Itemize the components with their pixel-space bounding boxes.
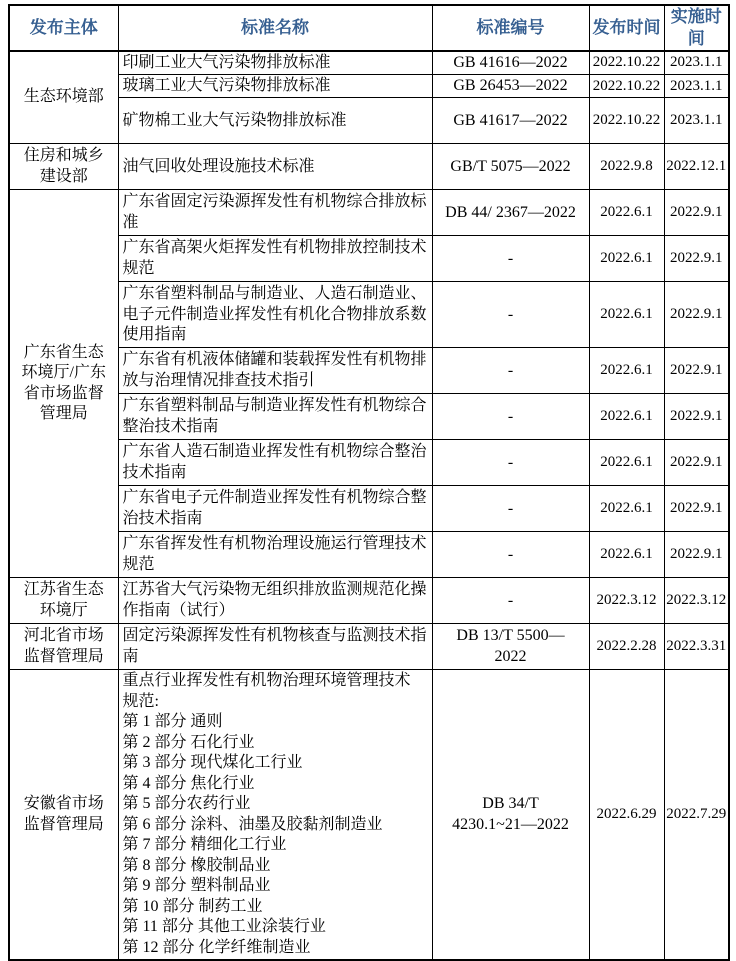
header-col-publisher: 发布主体 <box>9 5 118 51</box>
issue-date-cell: 2022.6.1 <box>589 394 664 440</box>
standard-name-cell: 广东省高架火炬挥发性有机物排放控制技术规范 <box>118 236 432 282</box>
issue-date-cell: 2022.10.22 <box>589 51 664 75</box>
table-row <box>9 190 729 236</box>
standard-code-cell: DB 44/ 2367—2022 <box>432 190 589 236</box>
issue-date-cell: 2022.10.22 <box>589 74 664 97</box>
issue-date-cell: 2022.6.1 <box>589 440 664 486</box>
standard-code-cell: - <box>432 282 589 348</box>
publisher-cell: 生态环境部 <box>9 51 118 144</box>
effective-date-cell: 2022.9.1 <box>664 282 729 348</box>
publisher-cell: 住房和城乡 建设部 <box>9 144 118 190</box>
publisher-cell: 江苏省生态 环境厅 <box>9 578 118 624</box>
table-row <box>9 670 729 960</box>
standard-name-cell: 广东省固定污染源挥发性有机物综合排放标准 <box>118 190 432 236</box>
effective-date-cell: 2022.3.31 <box>664 624 729 670</box>
standard-code-cell: - <box>432 236 589 282</box>
effective-date-cell: 2022.9.1 <box>664 348 729 394</box>
standard-name-cell: 玻璃工业大气污染物排放标准 <box>118 74 432 97</box>
header-row <box>9 5 729 51</box>
effective-date-cell: 2022.9.1 <box>664 394 729 440</box>
effective-date-cell: 2023.1.1 <box>664 51 729 75</box>
issue-date-cell: 2022.9.8 <box>589 144 664 190</box>
standard-name-cell: 矿物棉工业大气污染物排放标准 <box>118 98 432 144</box>
standard-code-cell: GB 26453—2022 <box>432 74 589 97</box>
standard-code-cell: GB 41616—2022 <box>432 51 589 75</box>
standard-code-cell: - <box>432 440 589 486</box>
standard-code-cell: DB 34/T 4230.1~21—2022 <box>432 670 589 960</box>
publisher-cell: 河北省市场 监督管理局 <box>9 624 118 670</box>
effective-date-cell: 2022.9.1 <box>664 440 729 486</box>
issue-date-cell: 2022.6.1 <box>589 190 664 236</box>
standard-code-cell: GB 41617—2022 <box>432 98 589 144</box>
standard-name-cell: 江苏省大气污染物无组织排放监测规范化操作指南（试行） <box>118 578 432 624</box>
issue-date-cell: 2022.6.1 <box>589 348 664 394</box>
header-col-standard-code: 标准编号 <box>432 5 589 51</box>
publisher-cell: 安徽省市场 监督管理局 <box>9 670 118 960</box>
effective-date-cell: 2022.9.1 <box>664 190 729 236</box>
effective-date-cell: 2022.9.1 <box>664 486 729 532</box>
header-col-issue-date: 发布时间 <box>589 5 664 51</box>
standard-code-cell: - <box>432 578 589 624</box>
standard-name-cell: 重点行业挥发性有机物治理环境管理技术 规范: 第 1 部分 通则 第 2 部分 石化行业 第 3 部分 现代煤化工行业 第 4 部分 焦化行业 第 5 部分农药行业 第 6 部分 涂料、油墨及胶黏剂制造业 第 7 部分 精细化工行业 第 8 部分 橡胶制品业 第 9 部分 塑料制品业 第 10 部分 制药工业 第 11 部分 其他工业涂装行业 第 12 部分 化学纤维制造业 <box>118 670 432 960</box>
issue-date-cell: 2022.2.28 <box>589 624 664 670</box>
standard-name-cell: 广东省电子元件制造业挥发性有机物综合整治技术指南 <box>118 486 432 532</box>
effective-date-cell: 2022.9.1 <box>664 236 729 282</box>
effective-date-cell: 2022.9.1 <box>664 532 729 578</box>
issue-date-cell: 2022.6.1 <box>589 236 664 282</box>
issue-date-cell: 2022.6.1 <box>589 282 664 348</box>
standards-table <box>8 4 730 961</box>
effective-date-cell: 2022.7.29 <box>664 670 729 960</box>
publisher-cell: 广东省生态 环境厅/广东 省市场监督 管理局 <box>9 190 118 578</box>
standard-code-cell: DB 13/T 5500— 2022 <box>432 624 589 670</box>
effective-date-cell: 2022.12.1 <box>664 144 729 190</box>
issue-date-cell: 2022.3.12 <box>589 578 664 624</box>
table-row <box>9 624 729 670</box>
standard-name-cell: 广东省人造石制造业挥发性有机物综合整治技术指南 <box>118 440 432 486</box>
standard-code-cell: - <box>432 532 589 578</box>
issue-date-cell: 2022.6.29 <box>589 670 664 960</box>
standard-code-cell: - <box>432 348 589 394</box>
standard-code-cell: GB/T 5075—2022 <box>432 144 589 190</box>
table-row <box>9 578 729 624</box>
standard-code-cell: - <box>432 486 589 532</box>
issue-date-cell: 2022.6.1 <box>589 532 664 578</box>
table-row <box>9 51 729 75</box>
issue-date-cell: 2022.10.22 <box>589 98 664 144</box>
effective-date-cell: 2022.3.12 <box>664 578 729 624</box>
header-col-standard-name: 标准名称 <box>118 5 432 51</box>
standard-name-cell: 广东省塑料制品与制造业挥发性有机物综合整治技术指南 <box>118 394 432 440</box>
standard-name-cell: 固定污染源挥发性有机物核查与监测技术指南 <box>118 624 432 670</box>
effective-date-cell: 2023.1.1 <box>664 74 729 97</box>
header-col-effective-date: 实施时间 <box>664 5 729 51</box>
standard-name-cell: 油气回收处理设施技术标准 <box>118 144 432 190</box>
issue-date-cell: 2022.6.1 <box>589 486 664 532</box>
standard-code-cell: - <box>432 394 589 440</box>
standard-name-cell: 广东省挥发性有机物治理设施运行管理技术规范 <box>118 532 432 578</box>
standard-name-cell: 广东省塑料制品与制造业、人造石制造业、电子元件制造业挥发性有机化合物排放系数使用指南 <box>118 282 432 348</box>
effective-date-cell: 2023.1.1 <box>664 98 729 144</box>
standard-name-cell: 印刷工业大气污染物排放标准 <box>118 51 432 75</box>
standard-name-cell: 广东省有机液体储罐和装载挥发性有机物排放与治理情况排查技术指引 <box>118 348 432 394</box>
table-row <box>9 144 729 190</box>
